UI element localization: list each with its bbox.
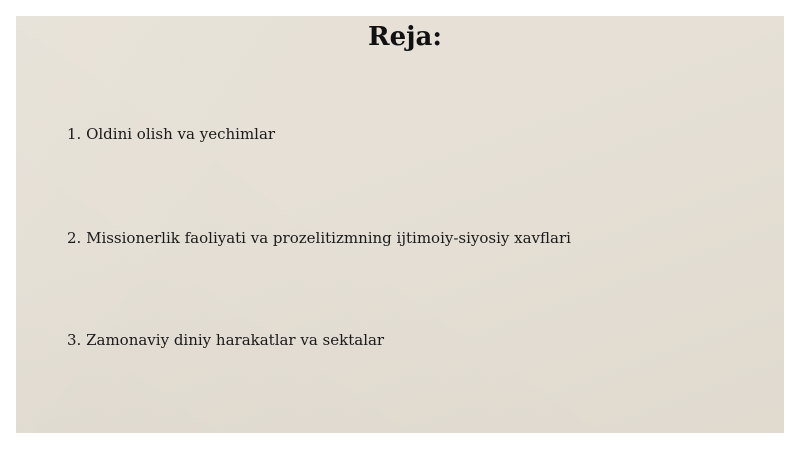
slide <box>16 16 784 433</box>
slide-title: Reja: <box>367 22 442 52</box>
plan-item-2: 2. Missionerlik faoliyati va prozelitizmning ijtimoiy-siyosiy xavflari <box>67 229 571 247</box>
plan-item-3: 3. Zamonaviy diniy harakatlar va sektalar <box>67 331 385 349</box>
plan-item-1: 1. Oldini olish va yechimlar <box>67 125 276 143</box>
